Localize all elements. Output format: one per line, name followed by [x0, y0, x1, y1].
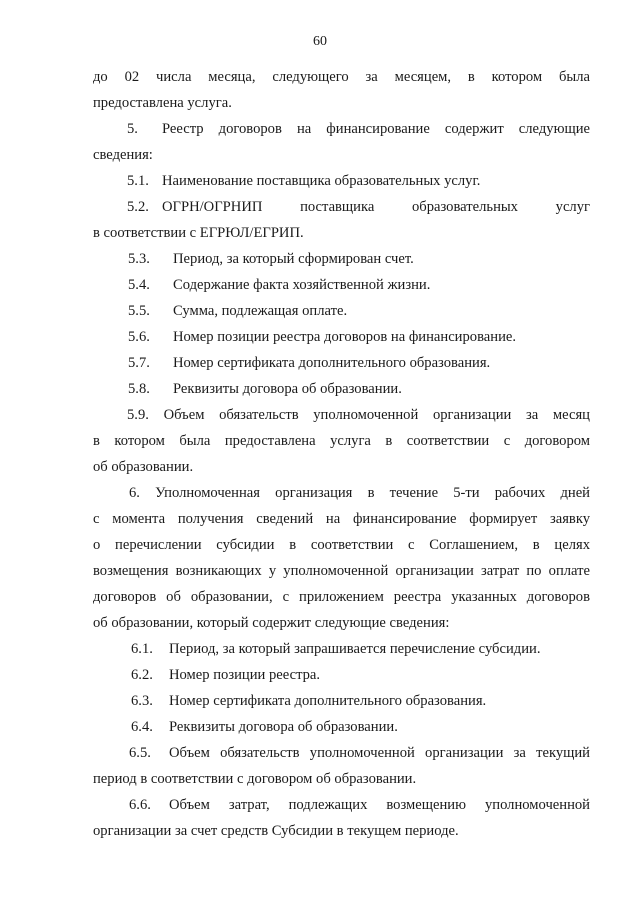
text-line: сведения:: [93, 147, 153, 163]
item-number: 6.3.: [131, 693, 153, 709]
item-text: Период, за который сформирован счет.: [173, 251, 414, 267]
item-text: Объем обязательств уполномоченной организации за текущий: [169, 745, 590, 761]
item-number: 6.6.: [129, 797, 151, 813]
item-number: 5.2.: [127, 199, 149, 215]
text-line: договоров об образовании, с приложением реестра указанных договоров: [93, 589, 590, 605]
item-text: Номер позиции реестра.: [169, 667, 321, 683]
item-number: 5.8.: [128, 381, 150, 397]
item-number: 5.1.: [127, 173, 149, 189]
item-number: 5.: [127, 121, 138, 137]
item-number: 6.1.: [131, 641, 153, 657]
item-text: Номер сертификата дополнительного образования.: [173, 355, 491, 371]
item-text: Реестр договоров на финансирование содержит следующие: [162, 121, 590, 137]
text-line: предоставлена услуга.: [93, 95, 232, 111]
item-text: Реквизиты договора об образовании.: [169, 719, 398, 735]
text-line: организации за счет средств Субсидии в текущем периоде.: [93, 823, 459, 839]
text-line: 5.9. Объем обязательств уполномоченной организации за месяц: [127, 407, 590, 423]
item-text: Наименование поставщика образовательных услуг.: [162, 173, 481, 189]
item-text: ОГРН/ОГРНИП поставщика образовательных услуг: [162, 199, 590, 215]
item-number: 5.6.: [128, 329, 150, 345]
text-line: возмещения возникающих у уполномоченной организации затрат по оплате: [93, 563, 590, 579]
item-number: 5.5.: [128, 303, 150, 319]
item-text: Номер сертификата дополнительного образования.: [169, 693, 487, 709]
item-text: Период, за который запрашивается перечисление субсидии.: [169, 641, 541, 657]
item-text: Содержание факта хозяйственной жизни.: [173, 277, 431, 293]
item-number: 5.4.: [128, 277, 150, 293]
item-text: Номер позиции реестра договоров на финансирование.: [173, 329, 517, 345]
item-text: Объем затрат, подлежащих возмещению уполномоченной: [169, 797, 590, 813]
text-line: период в соответствии с договором об образовании.: [93, 771, 417, 787]
page-number: 60: [313, 34, 327, 49]
item-text: Реквизиты договора об образовании.: [173, 381, 402, 397]
item-text: Сумма, подлежащая оплате.: [173, 303, 348, 319]
item-number: 5.7.: [128, 355, 150, 371]
item-number: 5.3.: [128, 251, 150, 267]
item-number: 6.2.: [131, 667, 153, 683]
text-line: с момента получения сведений на финансирование формирует заявку: [93, 511, 590, 527]
text-line: до 02 числа месяца, следующего за месяцем, в котором была: [93, 69, 590, 85]
item-number: 6.4.: [131, 719, 153, 735]
text-line: об образовании.: [93, 459, 194, 475]
text-line: 6. Уполномоченная организация в течение 5-ти рабочих дней: [129, 485, 590, 501]
text-line: о перечислении субсидии в соответствии с Соглашением, в целях: [93, 537, 590, 553]
text-line: об образовании, который содержит следующие сведения:: [93, 615, 450, 631]
item-number: 6.5.: [129, 745, 151, 761]
text-line: в соответствии с ЕГРЮЛ/ЕГРИП.: [93, 225, 304, 241]
text-line: в котором была предоставлена услуга в соответствии с договором: [93, 433, 590, 449]
